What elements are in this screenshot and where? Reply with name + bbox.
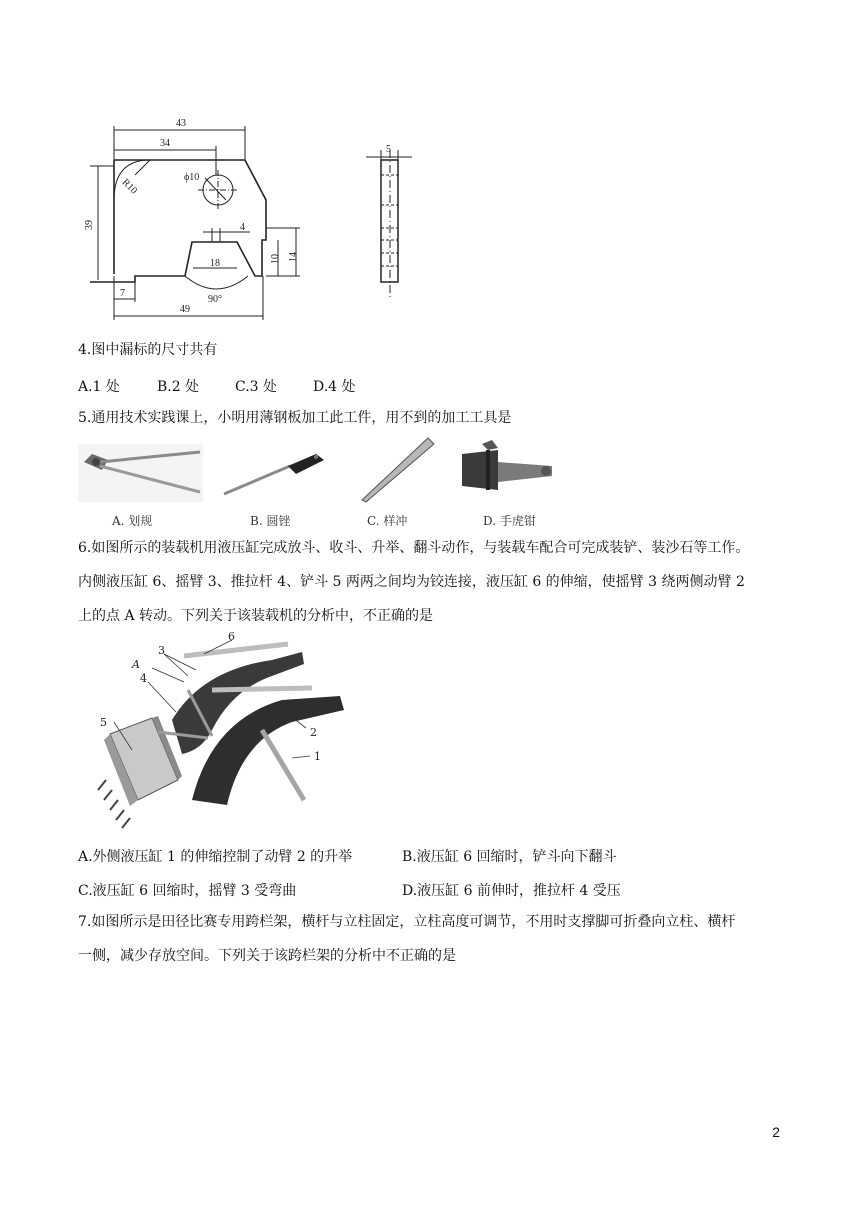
question-4-text: 4.图中漏标的尺寸共有 <box>78 342 218 358</box>
label-3: 3 <box>158 644 165 657</box>
page-number: 2 <box>772 1124 780 1140</box>
dim-10: 10 <box>270 254 281 264</box>
dim-phi10: ϕ10 <box>184 172 200 183</box>
question-5-text: 5.通用技术实践课上，小明用薄钢板加工此工件，用不到的加工工具是 <box>78 410 512 426</box>
dim-18: 18 <box>210 258 220 269</box>
tool-caption-b[interactable]: B. 圆锉 <box>250 514 291 528</box>
dim-43: 43 <box>176 118 186 129</box>
tool-caption-d[interactable]: D. 手虎钳 <box>483 514 536 528</box>
dim-49: 49 <box>180 304 190 315</box>
loader-illustration <box>92 630 352 840</box>
q6-option-d[interactable]: D.液压缸 6 前伸时，推拉杆 4 受压 <box>402 883 621 899</box>
label-4: 4 <box>140 672 147 685</box>
question-6-line-3: 上的点 A 转动。下列关于该装载机的分析中，不正确的是 <box>78 608 434 624</box>
q4-option-c[interactable]: C.3 处 <box>235 379 278 395</box>
label-5: 5 <box>100 716 107 729</box>
divider-compass-image <box>78 444 208 504</box>
q4-option-a[interactable]: A.1 处 <box>78 379 120 395</box>
question-6-line-2: 内侧液压缸 6、摇臂 3、推拉杆 4、铲斗 5 两两之间均为铰连接，液压缸 6 的伸缩，使摇臂 3 绕两侧动臂 2 <box>78 574 745 590</box>
hand-vise-image <box>458 440 558 504</box>
dim-34: 34 <box>160 138 170 149</box>
q4-option-d[interactable]: D.4 处 <box>313 379 356 395</box>
dim-4: 4 <box>240 222 245 233</box>
question-7-line-2: 一侧，减少存放空间。下列关于该跨栏架的分析中不正确的是 <box>78 948 456 964</box>
question-7-line-1: 7.如图所示是田径比赛专用跨栏架，横杆与立柱固定，立柱高度可调节，不用时支撑脚可折叠向立柱、横杆 <box>78 914 736 930</box>
q6-option-c[interactable]: C.液压缸 6 回缩时，摇臂 3 受弯曲 <box>78 883 297 899</box>
label-1: 1 <box>314 750 321 763</box>
tool-caption-c[interactable]: C. 样冲 <box>367 514 408 528</box>
question-6-line-1: 6.如图所示的装载机用液压缸完成放斗、收斗、升举、翻斗动作，与装载车配合可完成装铲、装沙石等工作。 <box>78 540 750 556</box>
tool-caption-a[interactable]: A. 划规 <box>112 514 153 528</box>
side-view-drawing <box>0 0 860 340</box>
label-6: 6 <box>228 630 235 643</box>
label-A: A <box>132 658 140 671</box>
round-file-image <box>220 444 330 504</box>
dim-r10: R10 <box>119 176 140 197</box>
label-2: 2 <box>310 726 317 739</box>
q4-option-b[interactable]: B.2 处 <box>157 379 200 395</box>
dim-7: 7 <box>120 288 125 299</box>
dim-5: 5 <box>386 144 391 155</box>
q6-option-b[interactable]: B.液压缸 6 回缩时，铲斗向下翻斗 <box>402 849 617 865</box>
center-punch-image <box>358 436 438 506</box>
q6-option-a[interactable]: A.外侧液压缸 1 的伸缩控制了动臂 2 的升举 <box>78 849 353 865</box>
dim-39: 39 <box>84 220 95 230</box>
dim-14: 14 <box>288 252 299 262</box>
dim-90deg: 90° <box>208 294 222 305</box>
